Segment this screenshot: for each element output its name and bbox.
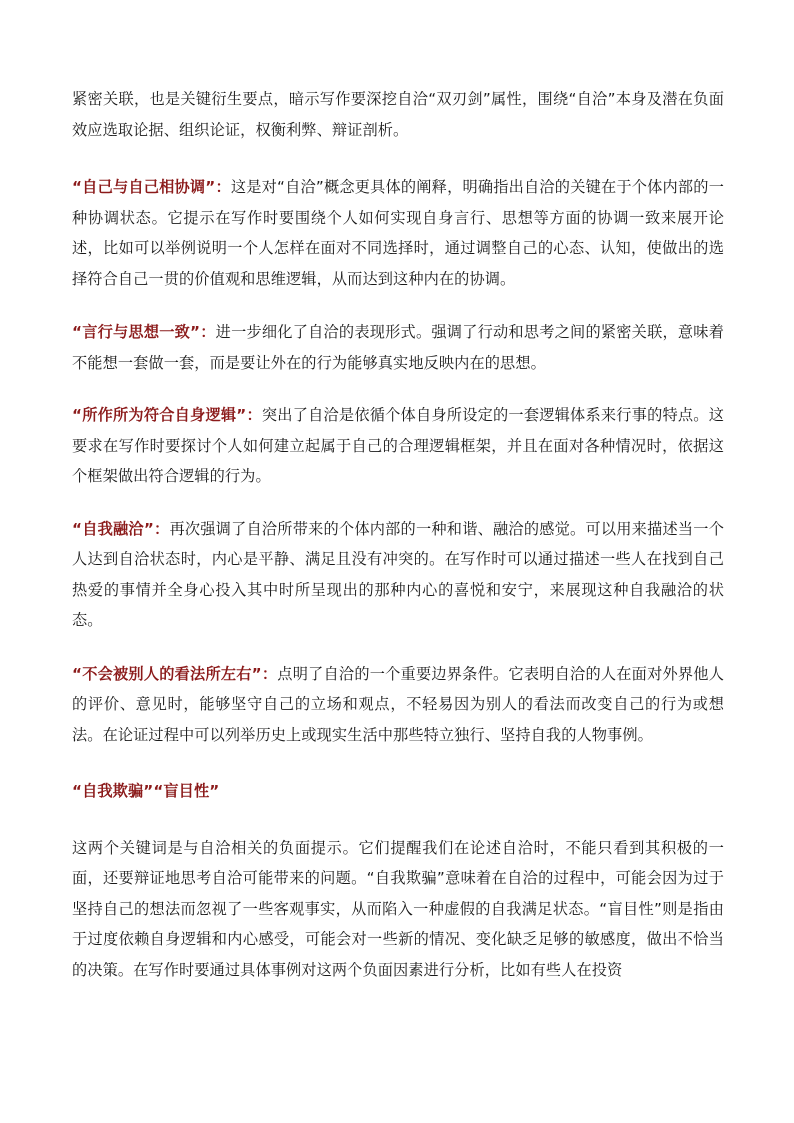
paragraph-self-coordination: [72, 172, 724, 294]
keyword-heading: “不会被别人的看法所左右”：: [72, 664, 278, 683]
paragraph-self-harmony: [72, 514, 724, 636]
paragraph-text: 这是对“自洽”概念更具体的阐释，明确指出自洽的关键在于个体内部的一种协调状态。它提示在写作时要围绕个人如何实现自身言行、思想等方面的协调一致来展开论述，比如可以举例说明一个人怎样在面对不同选择时，通过调整自己的心态、认知，使做出的选择符合自己一贯的价值观和思维逻辑，从而达到这种内在的协调。: [72, 178, 724, 288]
paragraph-words-thoughts-consistent: [72, 317, 724, 378]
paragraph-text: 这两个关键词是与自洽相关的负面提示。它们提醒我们在论述自洽时，不能只看到其积极的一面，还要辩证地思考自洽可能带来的问题。“自我欺骗”意味着在自洽的过程中，可能会因为过于坚持自己的想法而忽视了一些客观事实，从而陷入一种虚假的自我满足状态。“盲目性”则是指由于过度依赖自身逻辑和内心感受，可能会对一些新的情况、变化缺乏足够的敏感度，做出不恰当的决策。在写作时要通过具体事例对这两个负面因素进行分析，比如有些人在投资: [72, 838, 724, 979]
paragraph-not-swayed-by-others: [72, 659, 724, 751]
document-page: [72, 84, 724, 985]
paragraph-negative-analysis: [72, 833, 724, 986]
paragraph-intro-continuation: [72, 84, 724, 145]
keyword-heading: “所作所为符合自身逻辑”：: [72, 406, 262, 424]
keyword-heading: “自我融洽”：: [72, 519, 170, 538]
paragraph-text: 突出了自洽是依循个体自身所设定的一套逻辑体系来行事的特点。这要求在写作时要探讨个人如何建立起属于自己的合理逻辑框架，并且在面对各种情况时，依据这个框架做出符合逻辑的行为。: [72, 406, 725, 485]
keyword-heading: “自己与自己相协调”：: [72, 178, 231, 196]
paragraph-text: 再次强调了自洽所带来的个体内部的一种和谐、融洽的感觉。可以用来描述当一个人达到自洽状态时，内心是平静、满足且没有冲突的。在写作时可以通过描述一些人在找到自己热爱的事情并全身心投入其中时所呈现出的那种内心的喜悦和安宁，来展现这种自我融洽的状态。: [72, 519, 724, 629]
paragraph-negative-keywords-heading: [72, 776, 724, 807]
keyword-heading: “言行与思想一致”：: [72, 323, 216, 341]
paragraph-text: 进一步细化了自洽的表现形式。强调了行动和思考之间的紧密关联，意味着不能想一套做一套，而是要让外在的行为能够真实地反映内在的思想。: [72, 323, 724, 372]
paragraph-text: 点明了自洽的一个重要边界条件。它表明自洽的人在面对外界他人的评价、意见时，能够坚守自己的立场和观点，不轻易因为别人的看法而改变自己的行为或想法。在论证过程中可以列举历史上或现实生活中那些特立独行、坚持自我的人物事例。: [72, 664, 724, 744]
keyword-heading: “自我欺骗”“盲目性”: [72, 782, 220, 800]
paragraph-text: 紧密关联，也是关键衍生要点，暗示写作要深挖自洽“双刃剑”属性，围绕“自洽”本身及潜在负面效应选取论据、组织论证，权衡利弊、辩证剖析。: [72, 90, 724, 139]
paragraph-own-logic: [72, 400, 724, 492]
